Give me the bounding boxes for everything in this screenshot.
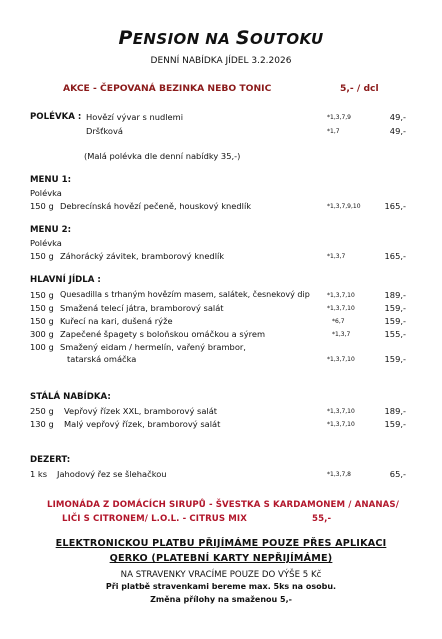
main-dish-price: 189,- — [384, 290, 406, 300]
standing-dish-price: 189,- — [384, 406, 406, 416]
menu1-price: 165,- — [384, 201, 406, 211]
menu2-label: MENU 2: — [30, 225, 72, 235]
akce-offer: AKCE - ČEPOVANÁ BEZINKA NEBO TONIC — [63, 83, 272, 94]
dessert-allergens: *1,3,7,8 — [327, 471, 351, 478]
dessert-label: DEZERT: — [30, 455, 71, 465]
menu2-allergens: *1,3,7 — [327, 253, 346, 260]
menu1-allergens: *1,3,7,9,10 — [327, 203, 361, 210]
akce-price: 5,- / dcl — [340, 83, 379, 94]
soup-item-price: 49,- — [389, 126, 406, 136]
main-dishes-label: HLAVNÍ JÍDLA : — [30, 275, 101, 285]
dessert-name: Jahodový řez se šlehačkou — [57, 469, 167, 479]
main-dish-price: 159,- — [384, 316, 406, 326]
main-dish-qty: 300 g — [30, 329, 54, 339]
main-dish-name: Smažený eidam / hermelín, vařený brambor, — [60, 342, 246, 352]
menu1-label: MENU 1: — [30, 175, 72, 185]
pension-title: PENSION NA SOUTOKU — [118, 27, 324, 49]
standing-dish-name: Malý vepřový řízek, bramborový salát — [64, 419, 221, 429]
voucher-notice: NA STRAVENKY VRACÍME POUZE DO VÝŠE 5 Kč — [120, 570, 322, 580]
main-dish-name: Quesadilla s trhaným hovězím masem, salátek, česnekový dip — [60, 290, 310, 299]
main-dish-price: 159,- — [384, 303, 406, 313]
main-dish-allergens: *1,3,7,10 — [327, 305, 355, 312]
soup-item-allergens: *1,3,7,9 — [327, 114, 351, 121]
soup-item-name: Hovězí vývar s nudlemi — [86, 112, 184, 122]
menu1-dish: Debrecínská hovězí pečeně, houskový knedlík — [60, 201, 252, 211]
standing-dish-qty: 250 g — [30, 406, 54, 416]
menu1-qty: 150 g — [30, 201, 54, 211]
lemonade-offer-line1: LIMONÁDA Z DOMÁCÍCH SIRUPŮ - ŠVESTKA S KARDAMONEM / ANANAS/ — [47, 500, 399, 510]
main-dish-name-cont: tatarská omáčka — [67, 354, 137, 364]
main-dish-price: 155,- — [384, 329, 406, 339]
standing-offer-label: STÁLÁ NABÍDKA: — [30, 392, 111, 402]
main-dish-qty: 150 g — [30, 290, 54, 300]
main-dish-name: Kuřecí na kari, dušená rýže — [60, 316, 173, 326]
dessert-price: 65,- — [389, 469, 406, 479]
main-dish-qty: 150 g — [30, 303, 54, 313]
standing-dish-allergens: *1,3,7,10 — [327, 421, 355, 428]
main-dish-price: 159,- — [384, 354, 406, 364]
lemonade-offer-line2: LIČI S CITRONEM/ L.O.L. - CITRUS MIX — [62, 514, 247, 524]
voucher-limit-notice: Při platbě stravenkami bereme max. 5ks na osobu. — [105, 582, 337, 591]
menu2-qty: 150 g — [30, 251, 54, 261]
small-soup-note: (Malá polévka dle denní nabídky 35,-) — [84, 151, 241, 161]
main-dish-name: Zapečené špagety s boloňskou omáčkou a sýrem — [60, 329, 266, 339]
dessert-qty: 1 ks — [30, 469, 48, 479]
soup-item-name: Dršťková — [86, 126, 123, 136]
payment-notice-line2: QERKO (PLATEBNÍ KARTY NEPŘIJÍMÁME) — [109, 553, 333, 564]
soup-section-label: POLÉVKA : — [30, 112, 82, 122]
standing-dish-name: Vepřový řízek XXL, bramborový salát — [64, 406, 218, 416]
menu2-dish: Záhorácký závitek, bramborový knedlík — [60, 251, 225, 261]
standing-dish-qty: 130 g — [30, 419, 54, 429]
main-dish-name: Smažená telecí játra, bramborový salát — [60, 303, 224, 313]
menu2-price: 165,- — [384, 251, 406, 261]
main-dish-qty: 150 g — [30, 316, 54, 326]
menu1-soup: Polévka — [30, 188, 62, 198]
side-change-notice: Změna přílohy na smaženou 5,- — [150, 595, 292, 604]
main-dish-qty: 100 g — [30, 342, 54, 352]
menu2-soup: Polévka — [30, 238, 62, 248]
soup-item-allergens: *1,7 — [327, 128, 340, 135]
payment-notice-line1: ELEKTRONICKOU PLATBU PŘIJÍMÁME POUZE PŘES APLIKACI — [55, 538, 387, 549]
main-dish-allergens: *1,3,7,10 — [327, 356, 355, 363]
standing-dish-price: 159,- — [384, 419, 406, 429]
main-dish-allergens: *6,7 — [332, 318, 345, 325]
standing-dish-allergens: *1,3,7,10 — [327, 408, 355, 415]
main-dish-allergens: *1,3,7,10 — [327, 292, 355, 299]
soup-item-price: 49,- — [389, 112, 406, 122]
daily-menu-date: DENNÍ NABÍDKA JÍDEL 3.2.2026 — [150, 56, 292, 66]
main-dish-allergens: *1,3,7 — [332, 331, 351, 338]
lemonade-price: 55,- — [312, 514, 332, 524]
